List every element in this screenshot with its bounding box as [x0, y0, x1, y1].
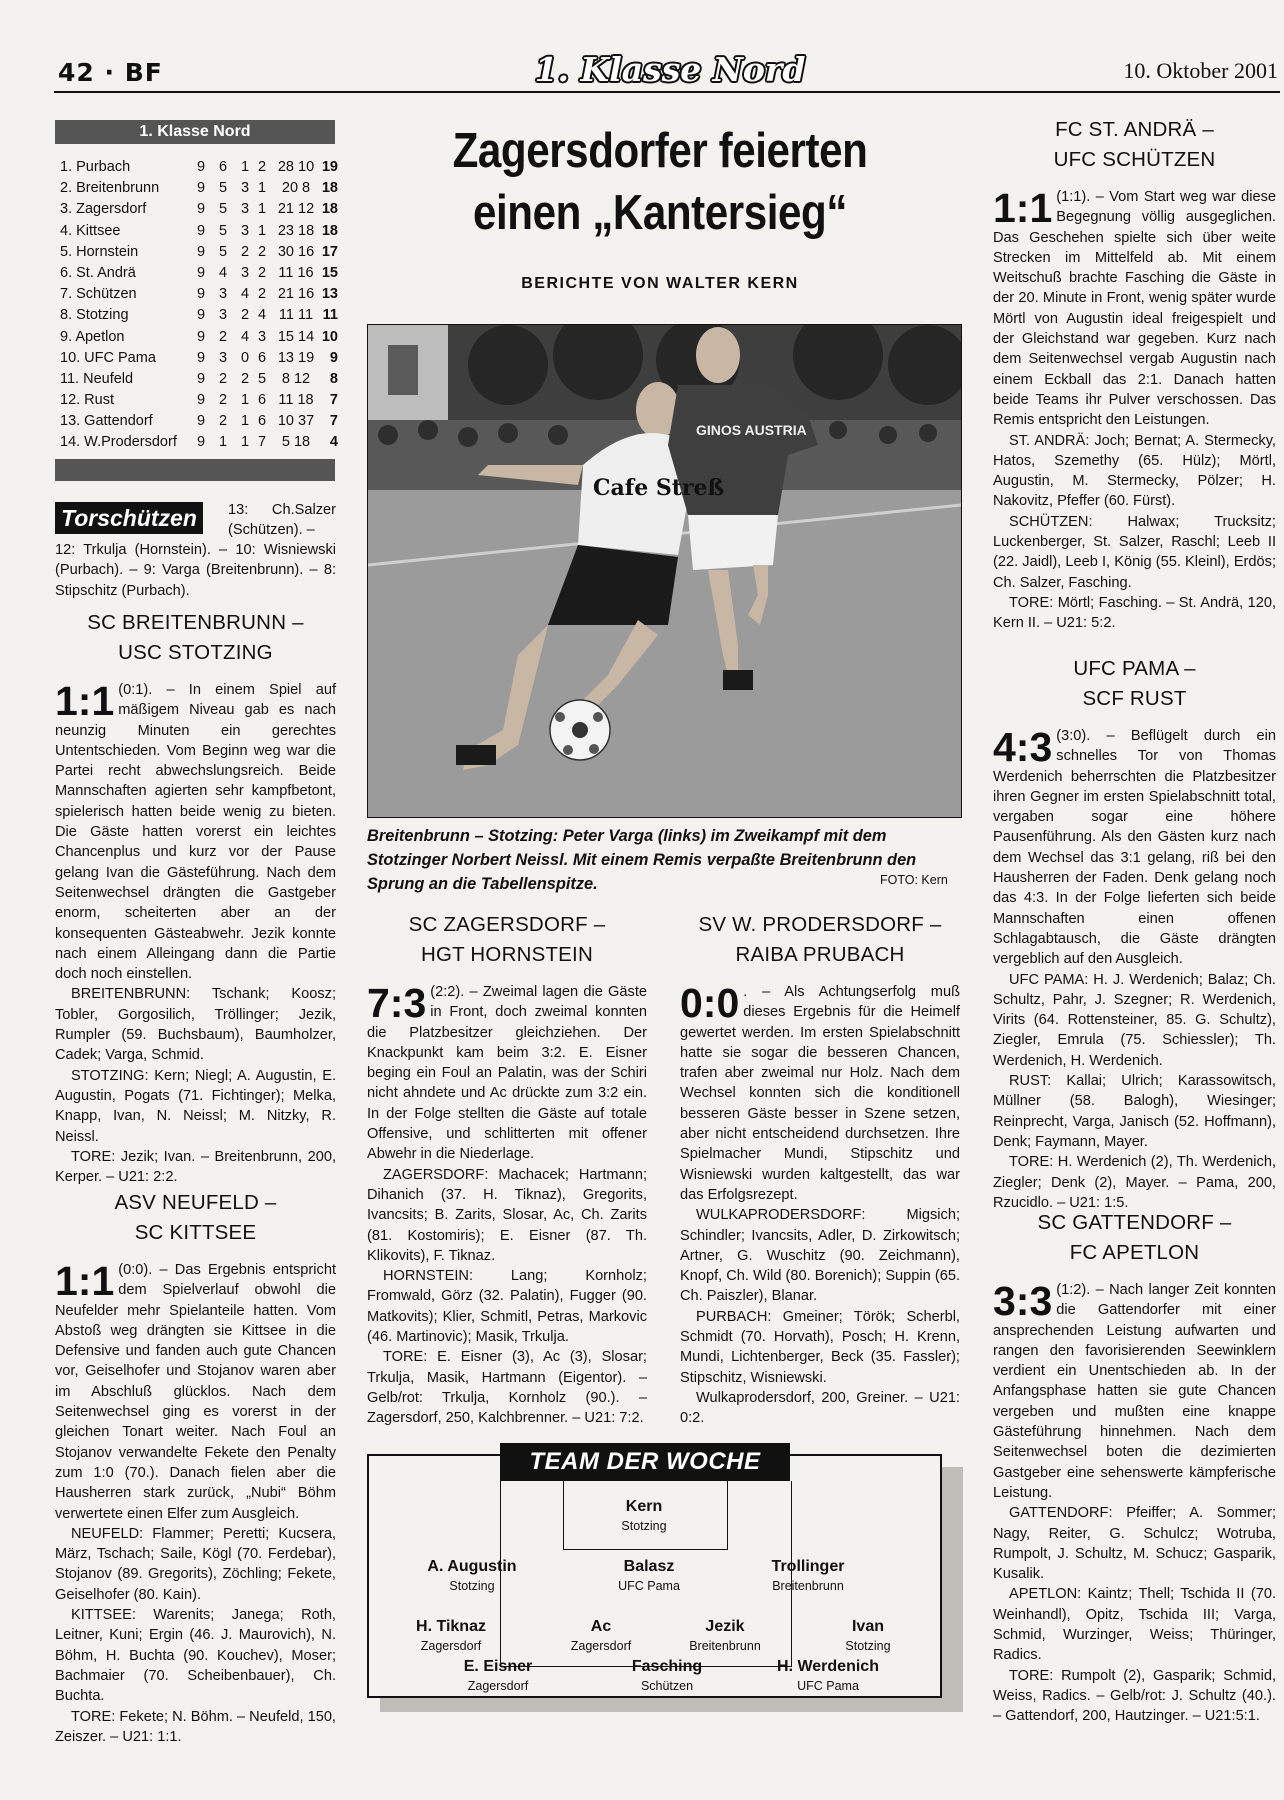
lineup-away: STOTZING: Kern; Niegl; A. Augustin, E. Augustin, Pogats (71. Fichtinger); Melka, Knapp, Ivan, N. Neissl; M. Nitzky, R. Neissl. — [55, 1067, 336, 1145]
match-goals: TORE: E. Eisner (3), Ac (3), Slosar; Trkulja, Masik, Hartmann (Eigentor). – Gelb/rot: Trkulja, Kornholz (90.). – Zagersdorf, 250, Kalchbrenner. – U21: 7:2. — [367, 1349, 647, 1427]
match-heading-1: SV W. PRODERSDORF – — [698, 913, 942, 936]
standings-cell-team: 13. Gattendorf — [60, 413, 153, 430]
standings-cell-pts: 17 — [321, 243, 338, 260]
standings-cell-u: 3 — [240, 201, 250, 218]
standings-row — [60, 284, 338, 305]
standings-cell-sp: 9 — [196, 413, 206, 430]
player-slot: Jezik Breitenbrunn — [689, 1618, 761, 1653]
standings-row — [60, 305, 338, 326]
article-prodersdorf — [680, 910, 960, 1429]
standings-cell-team: 2. Breitenbrunn — [60, 180, 160, 197]
lineup-home: GATTENDORF: Pfeiffer; A. Sommer; Nagy, Reiter, G. Schulcz; Wotruba, Rumpolt, J. Schultz, M. Schucz; Gasparik, Kusalik. — [993, 1505, 1276, 1583]
header-rule — [54, 91, 1280, 93]
player-slot: Ivan Stotzing — [845, 1618, 891, 1653]
standings-table — [60, 157, 338, 454]
standings-cell-s: 2 — [218, 328, 228, 345]
match-report: . – Als Achtungserfolg muß dieses Ergebnis für die Heimelf gewertet werden. Im ersten Spielabschnitt hatte sie sogar die besseren Chancen, trafen aber zweimal nur Holz. Nach dem Wechsel konnten sich die konditionell besseren Gäste besser in Szene setzen, aber nicht entscheidend durchsetzen. Ihre Spielmacher Mundi, Stipschitz und Wisniewski wurden kaltgestellt, das war das Erfolgsrezept. — [680, 984, 960, 1203]
standings-cell-n: 6 — [257, 349, 267, 366]
match-goals: Wulkaprodersdorf, 200, Greiner. – U21: 0:2. — [680, 1389, 960, 1427]
match-score: 1:1 — [55, 1258, 115, 1304]
player-slot: Ac Zagersdorf — [570, 1618, 632, 1653]
standings-cell-sp: 9 — [196, 159, 206, 175]
issue-date: 10. Oktober 2001 — [1123, 58, 1278, 83]
match-heading-2: FC APETLON — [1069, 1241, 1200, 1264]
lineup-away: KITTSEE: Warenits; Janega; Roth, Leitner, Kuni; Ergin (46. J. Maurovich), N. Böhm, H. Buchta (90. Kouchev), Moser; Bachmaier (70. Scheibenbauer), Ch. Buchta. — [55, 1607, 336, 1705]
player-slot: Balasz UFC Pama — [618, 1558, 680, 1593]
match-heading-2: HGT HORNSTEIN — [421, 943, 593, 966]
standings-cell-s: 5 — [218, 222, 228, 239]
standings-cell-u: 2 — [240, 307, 250, 324]
standings-cell-u: 3 — [240, 180, 250, 197]
standings-cell-team: 11. Neufeld — [60, 370, 134, 387]
standings-cell-goals: 13 19 — [277, 349, 315, 366]
standings-cell-goals: 10 37 — [277, 413, 315, 430]
standings-cell-sp: 9 — [196, 222, 206, 239]
standings-cell-sp: 9 — [196, 434, 206, 451]
lineup-away: RUST: Kallai; Ulrich; Karassowitsch, Müllner (58. Balogh), Wiesinger; Reinprecht, Varga, Janisch (52. Hoffmann), Denk; Faymann, Mayer. — [993, 1073, 1276, 1150]
standings-cell-u: 1 — [240, 159, 250, 175]
standings-cell-s: 2 — [218, 370, 228, 387]
standings-cell-u: 1 — [240, 413, 250, 430]
standings-cell-n: 1 — [257, 222, 267, 239]
standings-cell-team: 4. Kittsee — [60, 222, 121, 239]
headline — [411, 120, 910, 244]
standings-cell-team: 5. Hornstein — [60, 243, 139, 260]
standings-cell-goals: 5 18 — [281, 434, 311, 451]
player-slot: Trollinger Breitenbrunn — [771, 1558, 845, 1593]
standings-cell-u: 0 — [240, 349, 250, 366]
standings-row — [60, 411, 338, 432]
standings-cell-pts: 18 — [321, 201, 338, 218]
match-heading-1: ASV NEUFELD – — [114, 1191, 277, 1214]
standings-cell-sp: 9 — [196, 243, 206, 260]
standings-row — [60, 221, 338, 242]
team-of-week-title: TEAM DER WOCHE — [500, 1443, 790, 1481]
jersey-text-a: Cafe Streß — [593, 475, 725, 501]
article-gattendorf — [993, 1208, 1276, 1727]
standings-cell-n: 7 — [257, 434, 267, 451]
standings-cell-s: 3 — [218, 307, 228, 324]
standings-cell-goals: 23 18 — [277, 222, 315, 239]
standings-cell-pts: 8 — [329, 370, 338, 387]
headline-line-2: einen „Kantersieg“ — [473, 186, 847, 240]
player-slot: Fasching Schützen — [631, 1658, 703, 1693]
match-score: 3:3 — [993, 1278, 1053, 1324]
lineup-away: APETLON: Kaintz; Thell; Tschida II (70. Weinhandl), Opitz, Tschida III; Varga, Schmid, Wurzinger, Weiss; Thüringer, Radics. — [993, 1586, 1276, 1664]
match-report: (1:2). – Nach langer Zeit konnten die Gattendorfer mit einer ansprechenden Leistung aufwarten und rangen den favorisierenden Seewinklern verdient ein Unentschieden ab. In der Anfangsphase hatten sie gute Chancen vergeben und mußten eine knappe Gästeführung hinnehmen. Nach dem Seitenwechsel boten die dezimierten Gastgeber eine sehenswerte kämpferische Leistung. — [993, 1282, 1276, 1501]
standings-cell-sp: 9 — [196, 392, 206, 409]
standings-cell-n: 2 — [257, 243, 267, 260]
player-slot: A. Augustin Stotzing — [427, 1558, 517, 1593]
standings-cell-team: 9. Apetlon — [60, 328, 125, 345]
match-report: (2:2). – Zweimal lagen die Gäste in Front, doch zweimal konnten die Platzbesitzer gleichziehen. Der Knackpunkt kam beim 3:2. E. Eisner beging ein Foul an Palatin, was der Schiri nicht ahndete und Ac drückte zum 3:2 ein. In der Folge stellten die Gäste auf totale Offensive, und schlitterten mit offener Abwehr in die Niederlage. — [367, 984, 647, 1163]
standings-cell-goals: 8 12 — [281, 370, 311, 387]
match-report: (3:0). – Beflügelt durch ein schnelles Tor von Thomas Werdenich beherrschten die Platzbesitzer ihren Gegner im ersten Spielabschnitt total, vergaben sogar eine höhere Pausenführung. Als den Gästen kurz nach dem Wechsel das 3:1 gelang, riß bei den Hausherren der Faden. Denk gelang noch das 4:3. In der Folge lieferten sich beide Mannschaften einen offenen Schlagabtausch, die Gäste drängten vergeblich auf den Ausgleich. — [993, 728, 1276, 968]
standings-cell-team: 3. Zagersdorf — [60, 201, 147, 218]
standings-cell-s: 2 — [218, 392, 228, 409]
match-heading-1: UFC PAMA – — [1073, 657, 1196, 680]
standings-cell-goals: 21 16 — [277, 286, 315, 303]
match-goals: TORE: Rumpolt (2), Gasparik; Schmid, Weiss, Radics. – Gelb/rot: J. Schultz (40.). – Gattendorf, 200, Hautzinger. – U21:5:1. — [993, 1667, 1276, 1725]
match-photo — [367, 324, 962, 818]
standings-cell-s: 4 — [218, 264, 228, 281]
standings-cell-n: 2 — [257, 159, 267, 175]
match-score: 0:0 — [680, 980, 740, 1026]
standings-cell-n: 1 — [257, 201, 267, 218]
standings-cell-s: 5 — [218, 243, 228, 260]
standings-cell-team: 10. UFC Pama — [60, 349, 156, 366]
match-report: (0:1). – In einem Spiel auf mäßigem Niveau gab es nach neunzig Minuten ein gerechtes Untentschieden. Vom Beginn weg war die Partei recht abwechslungsreich. Beide Mannschaften agierten sehr kampfbetont, spielerisch hatten beide wenig zu bieten. Die Gäste hatten vorerst ein leichtes Chancenplus und kurz vor der Pause gelang Ivan die Gästeführung. Nach dem Seitenwechsel drängten die Gastgeber enorm, scheiterten aber an der konsequenten Gästeabwehr. Jezik konnte nach einem Alleingang dann die Partie doch noch einstellen. — [55, 682, 336, 983]
standings-cell-s: 5 — [218, 180, 228, 197]
lineup-away: PURBACH: Gmeiner; Török; Scherbl, Schmidt (70. Horvath), Posch; H. Krenn, Mundi, Lichtenberger, Beck (35. Fassler); Stipschitz, Wisniewski. — [680, 1308, 960, 1386]
standings-cell-s: 3 — [218, 349, 228, 366]
lineup-home: NEUFELD: Flammer; Peretti; Kucsera, März, Tschach; Saile, Kögl (70. Ferdebar), Stojanov (89. Gregorits), Zöchling; Fekete, Geiselhofer (80. Kain). — [55, 1525, 336, 1603]
article-breitenbrunn — [55, 608, 336, 1187]
standings-title: 1. Klasse Nord — [55, 120, 335, 144]
scorers-label: Torschützen — [55, 502, 203, 534]
standings-cell-n: 5 — [257, 370, 267, 387]
player-slot: E. Eisner Zagersdorf — [463, 1658, 533, 1693]
match-report: (1:1). – Vom Start weg war diese Begegnung völlig ausgeglichen. Das Geschehen spielte sich über weite Strecken im Mittelfeld ab. Mit einem Weitschuß brachte Fasching die Gäste in der 20. Minute in Front, wenig später wurde Mörtl von Augustin ideal freigespielt und der Gleichstand war gegeben. Kurz nach dem Seitenwechsel vergab Augustin nach einem Eckball das 2:1. Danach hatten beide Teams ihr Pulver verschossen. Das Remis entspricht den Leistungen. — [993, 189, 1276, 429]
article-neufeld — [55, 1188, 336, 1747]
headline-line-1: Zagersdorfer feierten — [452, 124, 868, 178]
match-heading-2: SC KITTSEE — [134, 1221, 257, 1244]
match-heading-1: SC BREITENBRUNN – — [87, 611, 304, 634]
standings-cell-u: 4 — [240, 328, 250, 345]
standings-cell-s: 6 — [218, 159, 228, 175]
standings-cell-s: 5 — [218, 201, 228, 218]
standings-cell-u: 4 — [240, 286, 250, 303]
standings-cell-u: 1 — [240, 434, 250, 451]
lineup-home: BREITENBRUNN: Tschank; Koosz; Tobler, Gorgosilich, Tröllinger; Jezik, Rumpler (59. Buchsbaum), Baumholzer, Cadek; Varga, Schmid. — [55, 986, 336, 1064]
standings-cell-n: 3 — [257, 328, 267, 345]
match-goals: TORE: H. Werdenich (2), Th. Werdenich, Ziegler; Denk (2), Mayer. – Pama, 200, Rzucidlo. – U21: 1:5. — [993, 1154, 1276, 1211]
standings-cell-sp: 9 — [196, 349, 206, 366]
standings-cell-sp: 9 — [196, 201, 206, 218]
article-pama — [993, 654, 1276, 1213]
standings-cell-pts: 11 — [322, 307, 338, 324]
match-heading-2: RAIBA PRUBACH — [735, 943, 905, 966]
match-report: (0:0). – Das Ergebnis entspricht dem Spielverlauf obwohl die Neufelder mehr Spielanteile hatten. Vom Abstoß weg drängten sie Kittsee in die Defensive und fanden auch gute Chancen vor, Geiselhofer und Stojanov waren aber im Abschluß glücklos. Nach dem Seitenwechsel ging es vorerst in der gleichen Tonart weiter. Nach Foul an Stojanov verwandelte Fekete den Penalty zum 1:0 (70.). Danach fielen aber die Hausherren stark zurück, „Nubi“ Böhm verwertete einen Elfer zum Ausgleich. — [55, 1262, 336, 1522]
standings-cell-sp: 9 — [196, 264, 206, 281]
standings-cell-pts: 13 — [321, 286, 338, 303]
standings-cell-u: 3 — [240, 264, 250, 281]
standings-cell-pts: 7 — [329, 392, 338, 409]
standings-row — [60, 327, 338, 348]
jersey-text-b: GINOS AUSTRIA — [696, 422, 807, 438]
standings-cell-goals: 11 18 — [278, 392, 314, 409]
standings-cell-pts: 10 — [321, 328, 338, 345]
standings-row — [60, 263, 338, 284]
standings-footer-bar — [55, 459, 335, 481]
standings-cell-s: 3 — [218, 286, 228, 303]
match-heading-1: SC ZAGERSDORF – — [408, 913, 606, 936]
article-zagersdorf — [367, 910, 647, 1429]
match-heading-1: SC GATTENDORF – — [1037, 1211, 1232, 1234]
section-title: 1. Klasse Nord — [534, 50, 806, 89]
scorers-text: 12: Trkulja (Hornstein). – 10: Wisniewski (Purbach). – 9: Varga (Breitenbrunn). – 8: Stipschitz (Purbach). — [55, 542, 336, 599]
lineup-home: UFC PAMA: H. J. Werdenich; Balaz; Ch. Schultz, Pahr, J. Szegner; R. Werdenich, Virits (64. Rottensteiner, 85. G. Schultz), Ziegler, Emrula (75. Schiessler); Th. Werdenich, H. Werdenich. — [993, 971, 1276, 1069]
match-score: 7:3 — [367, 980, 427, 1026]
standings-cell-n: 2 — [257, 264, 267, 281]
standings-cell-n: 4 — [257, 307, 267, 324]
standings-cell-n: 6 — [257, 413, 267, 430]
match-goals: TORE: Jezik; Ivan. – Breitenbrunn, 200, Kerper. – U21: 2:2. — [55, 1148, 336, 1186]
lineup-away: HORNSTEIN: Lang; Kornholz; Fromwald, Görz (32. Palatin), Fugger (90. Matkovits); Klier, Schmitl, Petras, Markovic (46. Martinovic); Masik, Trkulja. — [367, 1268, 647, 1346]
standings-cell-sp: 9 — [196, 370, 206, 387]
player-slot: Kern Stotzing — [621, 1498, 667, 1533]
standings-cell-team: 6. St. Andrä — [60, 264, 136, 281]
football-icon — [550, 700, 610, 760]
standings-cell-goals: 15 14 — [277, 328, 315, 345]
match-goals: TORE: Fekete; N. Böhm. – Neufeld, 150, Zeiszer. – U21: 1:1. — [55, 1708, 336, 1745]
standings-cell-n: 1 — [257, 180, 267, 197]
standings-cell-u: 1 — [240, 392, 250, 409]
standings-cell-pts: 15 — [321, 264, 338, 281]
standings-row — [60, 369, 338, 390]
lineup-home: ZAGERSDORF: Machacek; Hartmann; Dihanich (37. H. Tiknaz), Gregorits, Ivancsits; B. Zarits, Slosar, Ac, Ch. Zarits (81. Kostomiris); E. Eisner (87. Th. Klikovits), F. Tiknaz. — [367, 1166, 647, 1264]
standings-row — [60, 390, 338, 411]
match-heading-2: SCF RUST — [1082, 687, 1187, 710]
standings-cell-goals: 20 8 — [281, 180, 311, 197]
standings-cell-u: 3 — [240, 222, 250, 239]
standings-cell-pts: 19 — [321, 159, 338, 175]
standings-cell-n: 6 — [257, 392, 267, 409]
standings-cell-goals: 28 10 — [277, 159, 315, 175]
standings-cell-team: 12. Rust — [60, 392, 114, 409]
standings-cell-sp: 9 — [196, 307, 206, 324]
standings-cell-goals: 30 16 — [277, 243, 315, 260]
scorers-text-top: 13: Ch.Salzer (Schützen). – — [228, 502, 336, 539]
standings-row — [60, 157, 338, 178]
standings-cell-s: 1 — [218, 434, 228, 451]
standings-row — [60, 178, 338, 199]
standings-cell-sp: 9 — [196, 328, 206, 345]
match-heading-2: USC STOTZING — [118, 641, 273, 664]
article-standra — [993, 115, 1276, 634]
match-score: 1:1 — [993, 185, 1053, 231]
standings-cell-s: 2 — [218, 413, 228, 430]
standings-cell-goals: 11 11 — [278, 307, 314, 324]
player-slot: H. Werdenich UFC Pama — [777, 1658, 879, 1693]
standings-row — [60, 242, 338, 263]
standings-cell-sp: 9 — [196, 286, 206, 303]
photo-credit: FOTO: Kern — [880, 873, 948, 887]
standings-cell-sp: 9 — [196, 180, 206, 197]
lineup-home: WULKAPRODERSDORF: Migsich; Schindler; Ivancsits, Adler, D. Zirkowitsch; Artner, G. Wuschitz (90. Zeichmann), Knopf, Ch. Wild (80. Borenich); Suppin (65. Ch. Paiszler), Blanar. — [680, 1207, 960, 1305]
player-slot: H. Tiknaz Zagersdorf — [416, 1618, 486, 1653]
standings-cell-team: 14. W.Prodersdorf — [60, 434, 177, 451]
standings-cell-n: 2 — [257, 286, 267, 303]
standings-cell-pts: 9 — [329, 349, 338, 366]
page-number: 42 · BF — [58, 58, 163, 87]
standings-cell-pts: 18 — [321, 180, 338, 197]
standings-cell-goals: 11 16 — [278, 264, 314, 281]
standings-row — [60, 348, 338, 369]
standings-cell-pts: 7 — [329, 413, 338, 430]
lineup-away: SCHÜTZEN: Halwax; Trucksitz; Luckenberger, St. Salzer, Raschl; Leeb II (22. Jaidl), Leeb I, König (55. Kleinl), Erdös; Ch. Salzer, Fasching. — [993, 513, 1276, 591]
match-score: 1:1 — [55, 678, 115, 724]
lineup-home: ST. ANDRÄ: Joch; Bernat; A. Stermecky, Hatos, Szemethy (65. Hülz); Mörtl, Augustin, M. Stermecky, Pölzer; H. Nakovitz, Pfeffer (60. Fürst). — [993, 432, 1276, 510]
standings-row — [60, 432, 338, 453]
photo-illustration — [368, 325, 961, 817]
standings-cell-u: 2 — [240, 243, 250, 260]
standings-row — [60, 199, 338, 220]
standings-cell-goals: 21 12 — [277, 201, 315, 218]
standings-cell-team: 1. Purbach — [60, 159, 131, 175]
standings-cell-pts: 18 — [321, 222, 338, 239]
match-goals: TORE: Mörtl; Fasching. – St. Andrä, 120, Kern II. – U21: 5:2. — [993, 594, 1276, 632]
byline: BERICHTE VON WALTER KERN — [521, 275, 799, 292]
standings-cell-pts: 4 — [329, 434, 338, 451]
standings-cell-team: 7. Schützen — [60, 286, 137, 303]
photo-caption: Breitenbrunn – Stotzing: Peter Varga (links) im Zweikampf mit dem Stotzinger Norbert Neissl. Mit einem Remis verpaßte Breitenbrunn den Sprung an die Tabellenspitze. — [367, 827, 917, 893]
standings-cell-team: 8. Stotzing — [60, 307, 129, 324]
standings-cell-u: 2 — [240, 370, 250, 387]
match-score: 4:3 — [993, 724, 1053, 770]
match-heading-1: FC ST. ANDRÄ – — [1055, 118, 1214, 141]
match-heading-2: UFC SCHÜTZEN — [1053, 148, 1216, 171]
